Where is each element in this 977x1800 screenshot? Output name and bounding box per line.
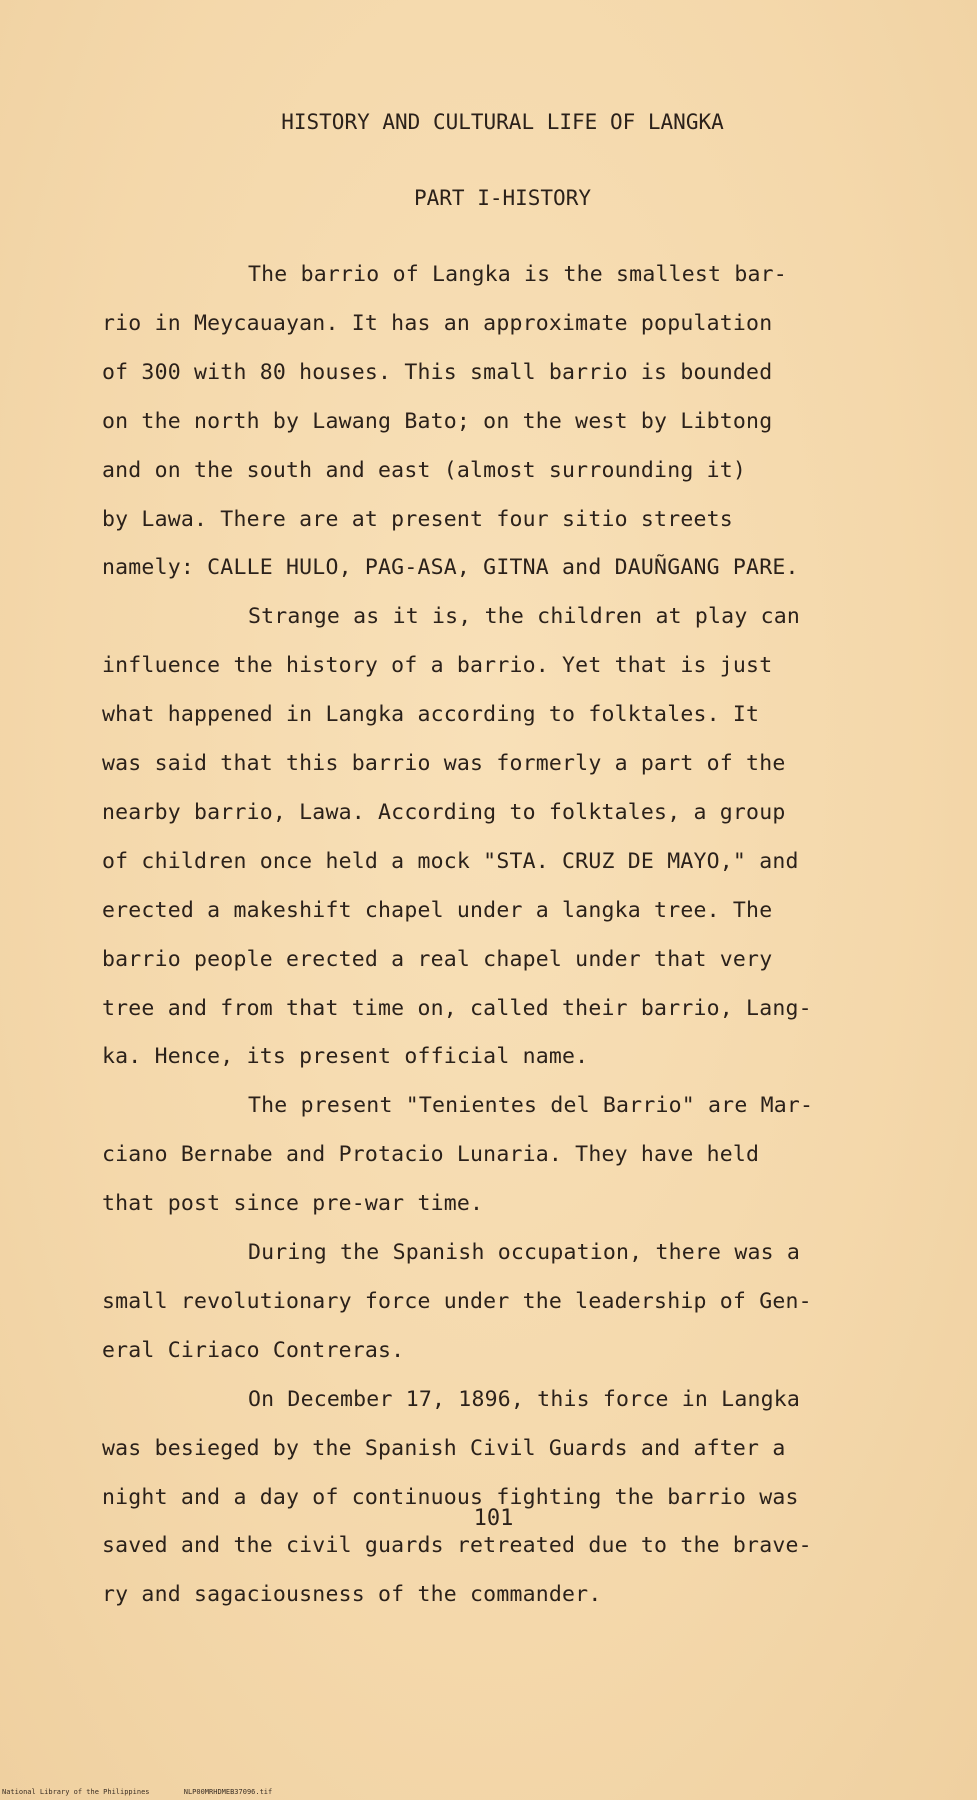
text-line: ka. Hence, its present official name. [102,1044,589,1070]
text-line: The present "Tenientes del Barrio" are Mar- [248,1093,814,1119]
text-line: ciano Bernabe and Protacio Lunaria. They have held [102,1142,760,1168]
text-line: was besieged by the Spanish Civil Guards and after a [102,1435,786,1461]
text-line: During the Spanish occupation, there was a [248,1240,801,1265]
part-heading: PART I-HISTORY [413,186,591,210]
text-line: night and a day of continuous fighting the barrio was [102,1484,799,1510]
text-line: influence the history of a barrio. Yet that is just [102,653,773,679]
text-line: ry and sagaciousness of the commander. [102,1582,602,1608]
footer-file-id: NLP00MRHDMEB37096.tif [183,1788,273,1796]
text-line: saved and the civil guards retreated due to the brave- [102,1533,812,1559]
text-line: what happened in Langka according to folktales. It [102,702,760,728]
text-line: of 300 with 80 houses. This small barrio is bounded [102,359,773,385]
footer-library: National Library of the Philippines [2,1788,150,1796]
text-line: of children once held a mock "STA. CRUZ DE MAYO," and [102,848,799,874]
text-line: that post since pre-war time. [102,1191,484,1217]
text-line: On December 17, 1896, this force in Langka [248,1386,801,1412]
text-line: was said that this barrio was formerly a part of the [102,751,786,776]
text-line: namely: CALLE HULO, PAG-ASA, GITNA and DAUÑGANG PARE. [102,555,799,581]
text-line: Strange as it is, the children at play can [248,604,801,630]
text-line: eral Ciriaco Contreras. [102,1337,405,1363]
document-title: HISTORY AND CULTURAL LIFE OF LANGKA [281,110,724,134]
page-number: 101 [473,1506,514,1531]
text-line: by Lawa. There are at present four sitio streets [102,506,733,532]
text-line: small revolutionary force under the leadership of Gen- [102,1288,812,1314]
text-line: barrio people erected a real chapel under that very [102,946,773,972]
text-line: on the north by Lawang Bato; on the west by Libtong [102,408,773,434]
text-line: nearby barrio, Lawa. According to folktales, a group [102,799,786,825]
text-line: rio in Meycauayan. It has an approximate population [102,310,773,336]
text-line: tree and from that time on, called their barrio, Lang- [102,995,812,1021]
scan-footer [2,1788,302,1796]
text-line: The barrio of Langka is the smallest bar- [248,262,787,287]
text-line: erected a makeshift chapel under a langka tree. The [102,897,773,923]
text-line: and on the south and east (almost surrounding it) [102,457,747,483]
